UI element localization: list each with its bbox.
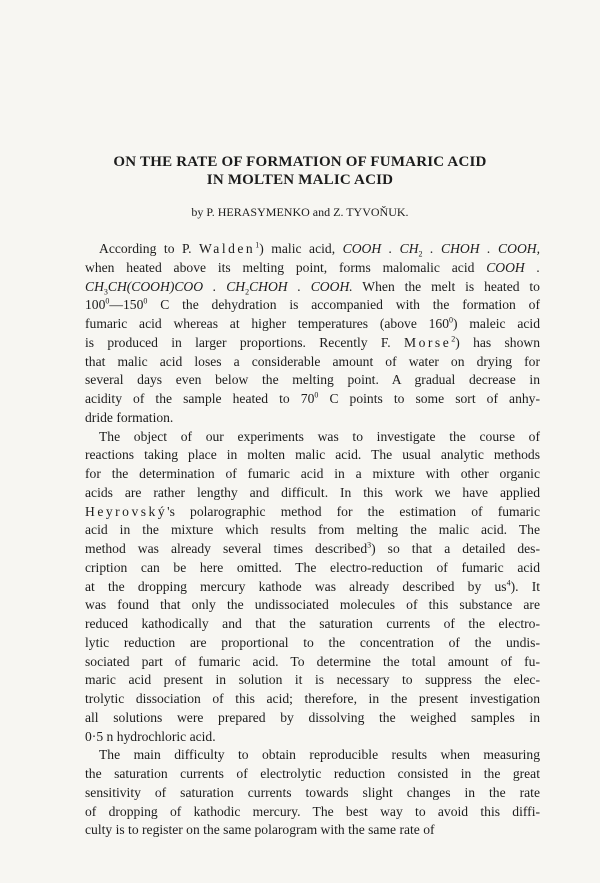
title-line-1: ON THE RATE OF FORMATION OF FUMARIC ACID [113, 154, 487, 170]
text-run: when heated above its melting point, forms malomalic acid [85, 259, 487, 275]
text-run: When the melt is heated to [352, 278, 540, 294]
text-line [85, 634, 540, 653]
text-run: ). It [510, 578, 540, 594]
text-line [85, 821, 540, 840]
text-run: maric acid present in solution it is necessary to suppress the elec- [85, 672, 540, 688]
subscript: 2 [245, 287, 250, 297]
text-run: lytic reduction are proportional to the concentration of the undis- [85, 634, 540, 650]
text-run: ) maleic acid [453, 316, 540, 331]
text-line [85, 371, 540, 390]
text-run: is produced in larger proportions. Recently F. [85, 334, 405, 350]
text-line [85, 390, 540, 409]
text-run: The object of our experiments was to investigate the course of [99, 428, 540, 444]
text-line [85, 315, 540, 334]
text-run: reactions taking place in molten malic acid. The usual analytic methods [85, 447, 540, 463]
text-run: dride formation. [85, 409, 174, 425]
text-run: sociated part of fumaric acid. To determine the total amount of fu- [85, 653, 540, 669]
text-run: all solutions were prepared by dissolving the weighed samples in [85, 709, 540, 725]
byline-conjunction: and [312, 205, 331, 219]
text-line [85, 540, 540, 559]
text-line [85, 709, 540, 728]
text-run: at the dropping mercury kathode was already described by us [85, 578, 507, 594]
text-run: 's polarographic method for the estimation of fumaric [167, 503, 540, 519]
text-run: 0·5 n hydrochloric acid. [85, 728, 216, 744]
footnote-marker: 0 [314, 390, 319, 400]
footnote-marker: 0 [449, 315, 454, 325]
text-run: Heyrovský [85, 503, 168, 519]
text-run: method was already several times described [85, 541, 368, 556]
formula-text: CHOH . COOH. [249, 278, 353, 294]
title-line-2: IN MOLTEN MALIC ACID [206, 172, 394, 188]
text-line [85, 484, 540, 503]
text-run: ) so that a detailed des- [371, 541, 541, 556]
footnote-marker: 1 [255, 240, 260, 250]
formula-text: . CHOH . COOH, [422, 241, 540, 256]
text-run: acidity of the sample heated to 70 [85, 391, 315, 406]
author-1: P. HERASYMENKO [206, 205, 310, 219]
text-line [85, 465, 540, 484]
text-run: culty is to register on the same polarogram with the same rate of [85, 822, 435, 838]
formula-text: COOH . CH [342, 241, 419, 256]
text-run: C points to some sort of anhy- [318, 391, 540, 406]
text-run: fumaric acid whereas at higher temperatures (above 160 [85, 316, 450, 331]
text-run: acid in the mixture which results from melting the malic acid. The [85, 522, 540, 538]
text-line [85, 503, 540, 522]
text-line [85, 671, 540, 690]
footnote-marker: 4 [506, 577, 511, 587]
article-body [85, 240, 540, 840]
footnote-marker: 2 [451, 334, 456, 344]
text-run: several days even below the melting point. A gradual decrease in [85, 372, 540, 388]
text-run: acids are rather lengthy and difficult. In this work we have applied [85, 484, 540, 500]
byline-prefix: by [191, 205, 204, 219]
formula-text: CH [85, 278, 104, 294]
text-run: for the determination of fumaric acid in a mixture with other organic [85, 466, 540, 481]
footnote-marker: 3 [367, 540, 372, 550]
text-line [85, 596, 540, 615]
text-line [85, 446, 540, 465]
text-run: 100 [85, 297, 106, 313]
subscript: 2 [418, 249, 423, 259]
text-line [85, 240, 540, 259]
paragraph [85, 240, 540, 428]
paragraph [85, 428, 540, 747]
formula-text: COOH . [486, 259, 540, 275]
footnote-marker: 0 [143, 296, 148, 306]
footnote-marker: 0 [105, 296, 110, 306]
text-line [85, 765, 540, 784]
text-run: cription can be here omitted. The electro-reduction of fumaric acid [85, 559, 540, 575]
text-run: that malic acid loses a considerable amount of water on drying for [85, 353, 540, 369]
text-run: was found that only the undissociated molecules of this substance are [85, 597, 540, 613]
text-run: C the dehydration is accompanied with the formation of [147, 297, 540, 313]
paper-title [0, 153, 600, 189]
text-line [85, 409, 540, 428]
text-line [85, 578, 540, 597]
text-run: —150 [109, 297, 144, 313]
byline [0, 205, 600, 219]
text-line [85, 428, 540, 447]
author-2: Z. TYVOŇUK. [333, 205, 409, 219]
text-run: ) has shown [455, 334, 541, 350]
text-run: the saturation currents of electrolytic reduction consisted in the great [85, 766, 540, 781]
text-line [85, 521, 540, 540]
text-run: sensitivity of saturation currents towards slight changes in the rate [85, 784, 540, 800]
text-line [85, 615, 540, 634]
text-run: trolytic dissociation of this acid; therefore, in the present investigation [85, 691, 540, 706]
text-run: Morse [404, 334, 452, 350]
text-line [85, 690, 540, 709]
text-line [85, 259, 540, 278]
text-line [85, 278, 540, 297]
text-run: Walden [199, 241, 256, 256]
text-run: The main difficulty to obtain reproducible results when measuring [99, 747, 540, 763]
text-line [85, 803, 540, 822]
text-line [85, 296, 540, 315]
text-line [85, 559, 540, 578]
text-run: ) malic acid, [259, 241, 343, 256]
text-run: reduced kathodically and that the saturation currents of the electro- [85, 616, 540, 631]
formula-text: CH(COOH)COO . CH [107, 278, 246, 294]
text-run: of dropping of kathodic mercury. The best way to avoid this diffi- [85, 803, 540, 819]
text-line [85, 728, 540, 747]
text-line [85, 784, 540, 803]
text-line [85, 746, 540, 765]
text-line [85, 353, 540, 372]
text-run: According to P. [99, 241, 200, 256]
subscript: 3 [103, 287, 108, 297]
text-line [85, 653, 540, 672]
paragraph [85, 746, 540, 840]
text-line [85, 334, 540, 353]
